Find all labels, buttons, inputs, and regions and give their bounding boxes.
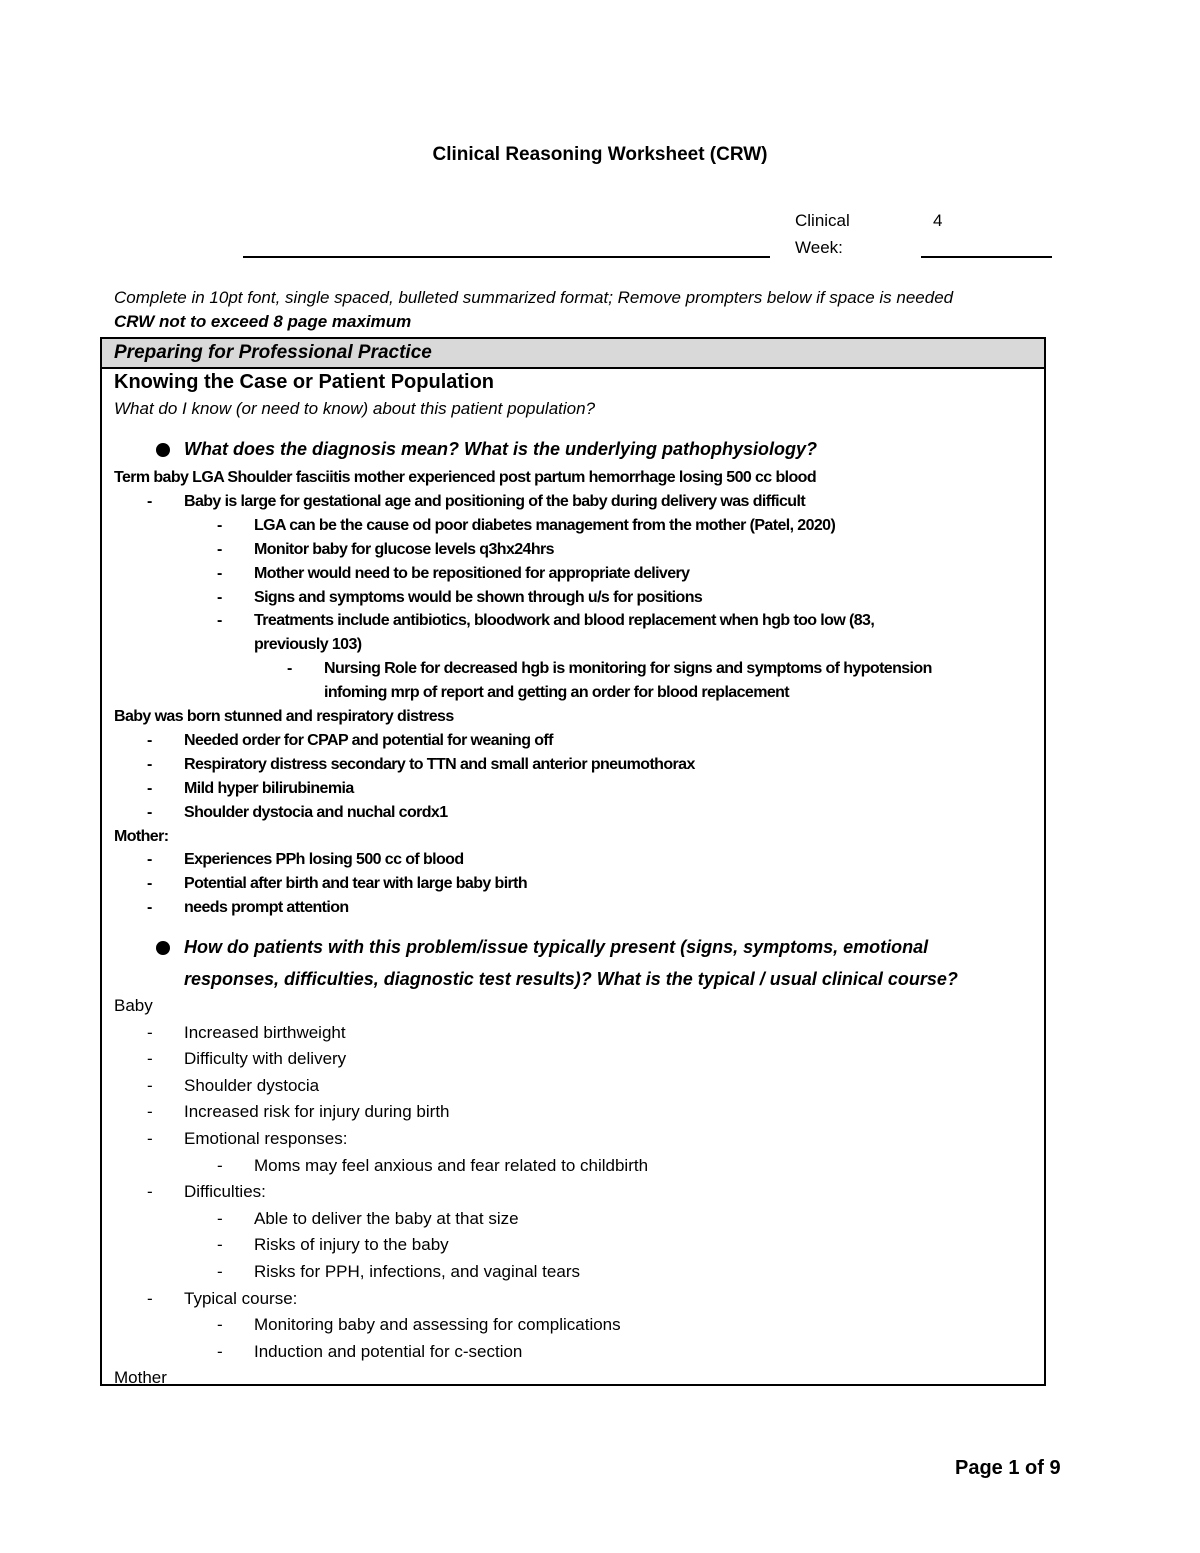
dash-bullet: - <box>217 612 222 630</box>
document-title: Clinical Reasoning Worksheet (CRW) <box>432 144 768 165</box>
dash-bullet: - <box>147 492 152 510</box>
note-line: needs prompt attention <box>184 899 349 917</box>
dash-bullet: - <box>147 851 152 869</box>
dash-bullet: - <box>147 803 152 821</box>
clinical-week-label-line2: Week: <box>795 238 843 257</box>
name-underline <box>243 256 770 258</box>
dash-bullet: - <box>147 1075 153 1095</box>
note-line: Nursing Role for decreased hgb is monitoring for signs and symptoms of hypotension <box>324 660 932 678</box>
note-line: Mother <box>114 1368 167 1388</box>
dash-bullet: - <box>147 1288 153 1308</box>
note-line: Baby was born stunned and respiratory distress <box>114 708 454 725</box>
dash-bullet: - <box>217 1341 223 1361</box>
dash-bullet: - <box>217 1315 223 1335</box>
note-line: Baby is large for gestational age and positioning of the baby during delivery was difficult <box>184 492 806 510</box>
note-line: Emotional responses: <box>184 1129 348 1148</box>
dash-bullet: - <box>147 755 152 773</box>
section-header-bar: Preparing for Professional Practice <box>102 339 1044 369</box>
prompt-presentation-line2: responses, difficulties, diagnostic test results)? What is the typical / usual clinical course? <box>184 969 958 989</box>
clinical-week-label-line1: Clinical <box>795 211 850 230</box>
dash-bullet: - <box>147 1182 153 1202</box>
note-line: LGA can be the cause od poor diabetes management from the mother (Patel, 2020) <box>254 516 836 534</box>
dash-bullet: - <box>217 564 222 582</box>
note-line: Monitor baby for glucose levels q3hx24hrs <box>254 540 554 558</box>
dash-bullet: - <box>217 516 222 534</box>
note-line: Typical course: <box>184 1288 298 1308</box>
dash-bullet: - <box>147 1102 153 1122</box>
bullet-dot-icon <box>156 443 170 457</box>
note-line: Difficulty with delivery <box>184 1049 347 1069</box>
instructions <box>114 286 1114 334</box>
note-line: Risks of injury to the baby <box>254 1235 449 1255</box>
section-subtitle: What do I know (or need to know) about this patient population? <box>114 399 596 418</box>
page-number: Page 1 of 9 <box>955 1457 1061 1479</box>
note-line: Risks for PPH, infections, and vaginal tears <box>254 1262 580 1281</box>
dash-bullet: - <box>147 1129 153 1148</box>
dash-bullet: - <box>147 731 152 749</box>
dash-bullet: - <box>147 899 152 917</box>
section-title: Knowing the Case or Patient Population <box>114 371 495 393</box>
note-line: Mild hyper bilirubinemia <box>184 779 354 797</box>
note-line: Shoulder dystocia and nuchal cordx1 <box>184 803 448 821</box>
note-line: infoming mrp of report and getting an order for blood replacement <box>324 684 790 702</box>
note-line: Experiences PPh losing 500 cc of blood <box>184 851 464 869</box>
note-line: Signs and symptoms would be shown through u/s for positions <box>254 588 703 606</box>
dash-bullet: - <box>217 1235 223 1255</box>
prompt-diagnosis <box>184 433 817 465</box>
dash-bullet: - <box>217 1208 223 1228</box>
dash-bullet: - <box>217 540 222 558</box>
note-line: Increased birthweight <box>184 1022 346 1042</box>
dash-bullet: - <box>147 1049 153 1069</box>
note-line: Mother would need to be repositioned for appropriate delivery <box>254 564 690 582</box>
note-line: previously 103) <box>254 636 362 654</box>
instructions-line2: CRW not to exceed 8 page maximum <box>114 312 412 331</box>
note-line: Difficulties: <box>184 1182 266 1202</box>
note-line: Increased risk for injury during birth <box>184 1102 450 1122</box>
dash-bullet: - <box>217 588 222 606</box>
week-underline <box>921 256 1052 258</box>
clinical-week-value: 4 <box>933 211 943 230</box>
note-line: Able to deliver the baby at that size <box>254 1208 519 1228</box>
dash-bullet: - <box>287 660 292 678</box>
note-line: Term baby LGA Shoulder fasciitis mother experienced post partum hemorrhage losing 500 cc blood <box>114 469 816 486</box>
bullet-dot-icon <box>156 941 170 955</box>
note-line: Shoulder dystocia <box>184 1075 320 1095</box>
dash-bullet: - <box>217 1155 223 1175</box>
note-line: Induction and potential for c-section <box>254 1341 523 1361</box>
note-line: Moms may feel anxious and fear related to childbirth <box>254 1155 649 1175</box>
dash-bullet: - <box>147 1022 153 1042</box>
worksheet-box <box>100 337 1046 1386</box>
note-line: Potential after birth and tear with large baby birth <box>184 875 528 893</box>
prompt-presentation-line1: How do patients with this problem/issue typically present (signs, symptoms, emotional <box>184 937 929 957</box>
instructions-line1: Complete in 10pt font, single spaced, bulleted summarized format; Remove prompters below if space is needed <box>114 288 954 307</box>
note-line: Treatments include antibiotics, bloodwork and blood replacement when hgb too low (83, <box>254 612 875 630</box>
note-line: Baby <box>114 996 153 1015</box>
note-line: Respiratory distress secondary to TTN and small anterior pneumothorax <box>184 755 695 773</box>
clinical-week-label <box>795 207 850 261</box>
dash-bullet: - <box>147 779 152 797</box>
note-line: Mother: <box>114 827 169 845</box>
dash-bullet: - <box>217 1262 223 1281</box>
note-line: Monitoring baby and assessing for complications <box>254 1315 621 1335</box>
prompt-presentation <box>184 931 958 995</box>
dash-bullet: - <box>147 875 152 893</box>
prompt-diagnosis-text: What does the diagnosis mean? What is the underlying pathophysiology? <box>184 439 818 459</box>
note-line: Needed order for CPAP and potential for weaning off <box>184 731 553 749</box>
